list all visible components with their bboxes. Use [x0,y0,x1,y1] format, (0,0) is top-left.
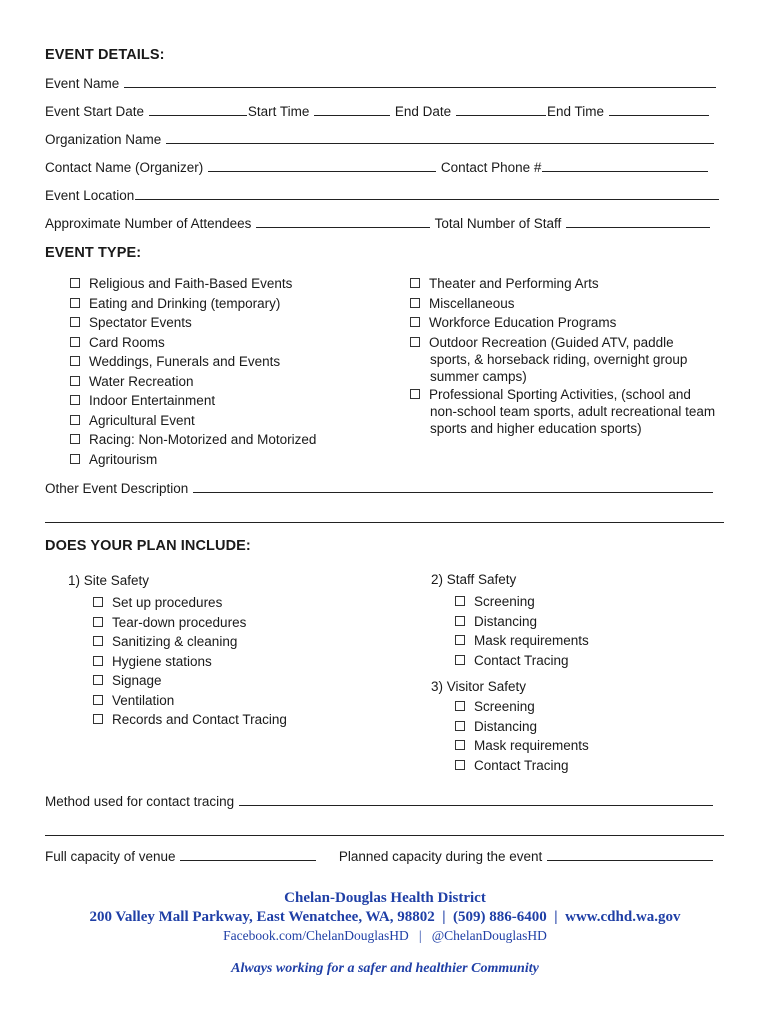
contact-name-label: Contact Name (Organizer) [45,160,204,175]
contact-tracing-row [45,794,714,809]
visitor-safety-title: 3) Visitor Safety [431,679,527,694]
contact-name-field[interactable] [208,160,436,172]
event-type-option[interactable]: Theater and Performing Arts [410,274,715,294]
location-row [45,188,720,203]
checkbox[interactable] [70,395,80,405]
checkbox[interactable] [455,616,465,626]
checkbox[interactable] [455,596,465,606]
visitor-safety-list [455,697,589,775]
organization-row [45,132,715,147]
footer-twitter-link[interactable]: @ChelanDouglasHD [431,928,547,943]
event-type-option-professional[interactable]: Professional Sporting Activities, (school and [410,386,715,403]
event-location-field[interactable] [135,188,719,200]
organization-name-label: Organization Name [45,132,162,147]
event-name-label: Event Name [45,76,120,91]
checkbox[interactable] [70,415,80,425]
plan-option[interactable]: Screening [455,592,589,612]
contact-phone-field[interactable] [542,160,708,172]
checkbox[interactable] [70,298,80,308]
checkbox[interactable] [93,656,103,666]
other-description-field[interactable] [193,481,713,493]
checkbox[interactable] [93,597,103,607]
option-continuation: sports and higher education sports) [430,420,642,436]
checkbox[interactable] [410,278,420,288]
plan-option[interactable]: Distancing [455,717,589,737]
checkbox[interactable] [93,695,103,705]
checkbox[interactable] [93,714,103,724]
event-name-row [45,76,717,91]
end-time-field[interactable] [609,104,709,116]
option-continuation: summer camps) [430,368,527,384]
full-capacity-field[interactable] [180,849,316,861]
checkbox[interactable] [455,701,465,711]
event-type-right-list [410,274,715,437]
other-description-row [45,481,714,496]
other-description-label: Other Event Description [45,481,189,496]
checkbox[interactable] [410,389,420,399]
end-date-label: End Date [394,104,452,119]
footer-org-name: Chelan-Douglas Health District [284,890,486,906]
checkbox[interactable] [70,454,80,464]
option-continuation: sports, & horseback riding, overnight group [430,351,688,367]
contact-tracing-field-line2[interactable] [45,835,724,836]
plan-option[interactable]: Records and Contact Tracing [93,710,287,730]
checkbox[interactable] [410,317,420,327]
plan-option[interactable]: Contact Tracing [455,651,589,671]
start-date-field[interactable] [149,104,247,116]
full-capacity-label: Full capacity of venue [45,849,176,864]
plan-option[interactable]: Ventilation [93,691,287,711]
event-type-left-list [70,274,316,469]
footer-tagline: Always working for a safer and healthier Community [231,961,539,976]
attendees-label: Approximate Number of Attendees [45,216,252,231]
total-staff-field[interactable] [566,216,710,228]
checkbox[interactable] [93,636,103,646]
contact-tracing-field[interactable] [239,794,713,806]
attendees-field[interactable] [256,216,430,228]
plan-option[interactable]: Hygiene stations [93,652,287,672]
footer-separator: | [442,909,446,925]
option-continuation: non-school team sports, adult recreational team [430,403,716,419]
event-type-option-outdoor[interactable]: Outdoor Recreation (Guided ATV, paddle [410,334,715,351]
checkbox[interactable] [70,434,80,444]
footer-phone: (509) 886-6400 [453,909,547,925]
organization-name-field[interactable] [166,132,714,144]
event-type-option[interactable]: Racing: Non-Motorized and Motorized [70,430,316,450]
plan-option[interactable]: Mask requirements [455,736,589,756]
checkbox[interactable] [455,721,465,731]
plan-option[interactable]: Contact Tracing [455,756,589,776]
footer-facebook-link[interactable]: Facebook.com/ChelanDouglasHD [223,928,409,943]
event-type-option[interactable]: Card Rooms [70,333,316,353]
event-type-option[interactable]: Water Recreation [70,372,316,392]
event-type-option[interactable]: Spectator Events [70,313,316,333]
staff-safety-title: 2) Staff Safety [431,572,517,587]
event-type-option[interactable]: Workforce Education Programs [410,313,715,333]
plan-option[interactable]: Screening [455,697,589,717]
plan-option[interactable]: Mask requirements [455,631,589,651]
start-time-label: Start Time [247,104,310,119]
checkbox[interactable] [410,337,420,347]
event-location-label: Event Location [45,188,135,203]
plan-option[interactable]: Sanitizing & cleaning [93,632,287,652]
total-staff-label: Total Number of Staff [434,216,562,231]
start-time-field[interactable] [314,104,390,116]
plan-option[interactable]: Distancing [455,612,589,632]
plan-option[interactable]: Tear-down procedures [93,613,287,633]
planned-capacity-label: Planned capacity during the event [338,849,543,864]
contact-row [45,160,709,175]
checkbox[interactable] [455,760,465,770]
footer-social-line [0,928,770,944]
end-time-label: End Time [546,104,604,119]
attendees-row [45,216,711,231]
checkbox[interactable] [70,356,80,366]
checkbox[interactable] [410,298,420,308]
checkbox[interactable] [93,617,103,627]
staff-safety-list [455,592,589,670]
footer-separator: | [554,909,558,925]
footer-address: 200 Valley Mall Parkway, East Wenatchee, WA, 98802 [89,909,435,925]
event-details-heading: EVENT DETAILS: [45,47,165,63]
event-type-option[interactable]: Indoor Entertainment [70,391,316,411]
event-type-heading: EVENT TYPE: [45,245,142,261]
event-type-option[interactable]: Religious and Faith-Based Events [70,274,316,294]
other-description-field-line2[interactable] [45,522,724,523]
event-type-option[interactable]: Weddings, Funerals and Events [70,352,316,372]
checkbox[interactable] [455,740,465,750]
capacity-row [45,849,714,864]
checkbox[interactable] [455,655,465,665]
plan-option[interactable]: Signage [93,671,287,691]
checkbox[interactable] [70,337,80,347]
contact-tracing-label: Method used for contact tracing [45,794,235,809]
checkbox[interactable] [70,317,80,327]
event-type-option[interactable]: Miscellaneous [410,294,715,314]
site-safety-title: 1) Site Safety [68,573,150,588]
planned-capacity-field[interactable] [547,849,713,861]
footer-contact-line [0,909,770,926]
event-dates-row [45,104,710,119]
event-type-option[interactable]: Agricultural Event [70,411,316,431]
contact-phone-label: Contact Phone # [440,160,542,175]
event-type-option[interactable]: Agritourism [70,450,316,470]
checkbox[interactable] [70,278,80,288]
end-date-field[interactable] [456,104,546,116]
start-date-label: Event Start Date [45,104,145,119]
plan-heading: DOES YOUR PLAN INCLUDE: [45,538,251,554]
checkbox[interactable] [455,635,465,645]
event-name-field[interactable] [124,76,716,88]
checkbox[interactable] [93,675,103,685]
footer-website-link[interactable]: www.cdhd.wa.gov [565,909,681,925]
event-type-option[interactable]: Eating and Drinking (temporary) [70,294,316,314]
plan-option[interactable]: Set up procedures [93,593,287,613]
checkbox[interactable] [70,376,80,386]
site-safety-list [93,593,287,730]
footer-separator: | [418,928,422,943]
